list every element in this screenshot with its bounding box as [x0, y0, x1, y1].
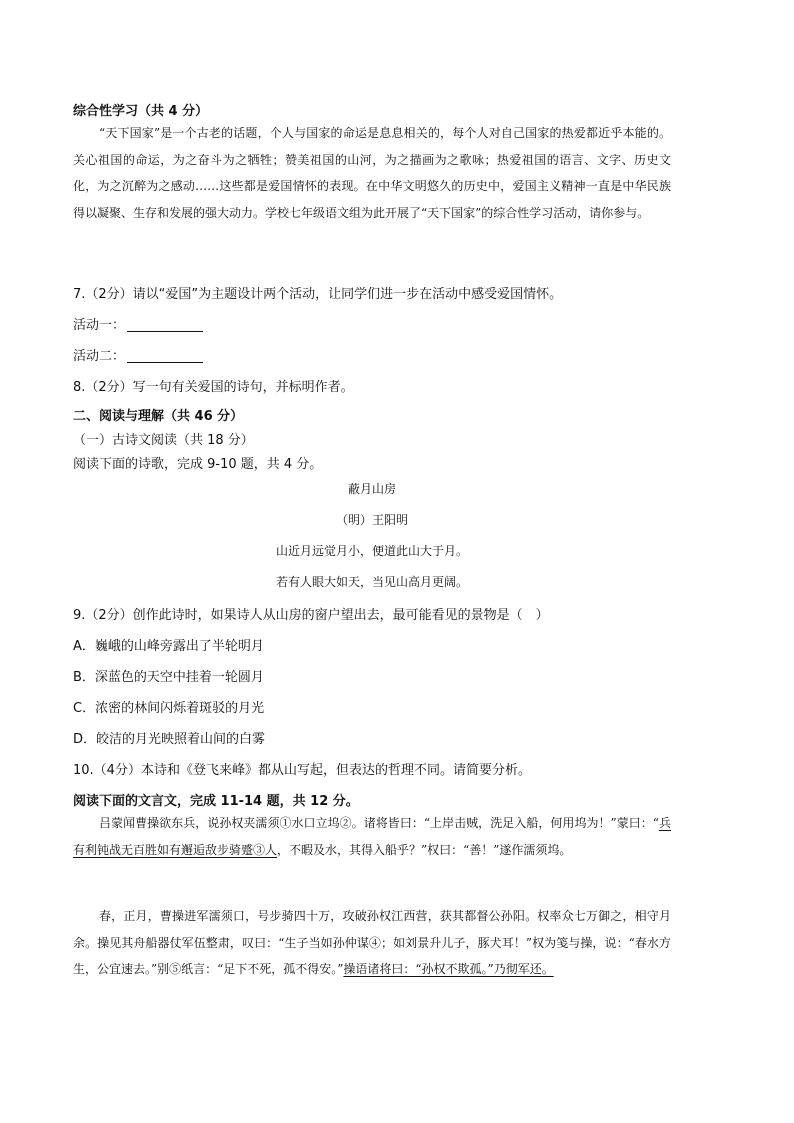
- poem-title: 蔽月山房: [347, 482, 396, 496]
- option-c[interactable]: C．浓密的林间闪烁着斑驳的月光: [73, 701, 265, 716]
- section2-subheading: （一）古诗文阅读（共 18 分）: [73, 433, 254, 448]
- poem-instruction: 阅读下面的诗歌，完成 9-10 题，共 4 分。: [73, 457, 323, 472]
- activity-1-blank[interactable]: [127, 317, 203, 332]
- activity-2-label: 活动二：: [73, 349, 126, 364]
- activity-1-row: [73, 314, 723, 333]
- section1-heading: 综合性学习（共 4 分）: [73, 104, 209, 119]
- classical-p2-text: 春，正月，曹操进军濡须口，号步骑四十万，攻破孙权江西营，获其都督公孙阳。权率众七万御之，相守月余。操见其舟船器仗军伍整肃，叹曰：“生子当如孙仲谋④；如刘景升儿子，豚犬耳！”权为笺与操，说：“春水方生，公宜速去。”别⑤纸言：“足下不死，孤不得安。”: [73, 909, 671, 976]
- poem-line-2: 若有人眼大如天，当见山高月更阔。: [275, 575, 468, 589]
- classical-p1-underlined: 兵有利钝战无百胜如有邂逅敌步骑蹙③人: [73, 816, 671, 857]
- activity-2-row: [73, 345, 723, 364]
- question-10: 10.（4分）本诗和《登飞来峰》都从山写起，但表达的哲理不同。请简要分析。: [73, 763, 531, 778]
- classical-p1-text-a: 吕蒙闻曹操欲东兵，说孙权夹濡须①水口立坞②。诸将皆曰：“上岸击贼，洗足入船，何用坞为！”蒙曰：“: [99, 816, 659, 830]
- classical-paragraph-2: [73, 903, 671, 983]
- question-7: 7.（2分）请以“爱国”为主题设计两个活动，让同学们进一步在活动中感受爱国情怀。: [73, 287, 563, 302]
- classical-heading: 阅读下面的文言文，完成 11-14 题，共 12 分。: [73, 794, 359, 809]
- classical-paragraph-1: [73, 810, 671, 863]
- question-9: 9.（2分）创作此诗时，如果诗人从山房的窗户望出去，最可能看见的景物是（ ）: [73, 608, 549, 623]
- classical-p1-text-b: ，不暇及水，其得入船乎？”权曰：“善！”遂作濡须坞。: [277, 842, 572, 857]
- option-a[interactable]: A．巍峨的山峰旁露出了半轮明月: [73, 639, 264, 654]
- activity-2-blank[interactable]: [127, 348, 203, 363]
- poem-line-1: 山近月远觉月小，便道此山大于月。: [275, 544, 468, 558]
- option-d[interactable]: D．皎洁的月光映照着山间的白雾: [73, 732, 266, 747]
- poem-author: （明）王阳明: [335, 513, 408, 527]
- question-8: 8.（2分）写一句有关爱国的诗句，并标明作者。: [73, 380, 354, 395]
- option-b[interactable]: B．深蓝色的天空中挂着一轮圆月: [73, 670, 264, 685]
- section1-passage: “天下国家”是一个古老的话题，个人与国家的命运是息息相关的，每个人对自己国家的热爱都近乎本能的。关心祖国的命运，为之奋斗为之牺牲；赞美祖国的山河，为之描画为之歌咏；热爱祖国的语言、文字、历史文化，为之沉醉为之感动……这些都是爱国情怀的表现。在中华文明悠久的历史中，爱国主义精神一直是中华民族得以凝聚、生存和发展的强大动力。学校七年级语文组为此开展了“天下国家”的综合性学习活动，请你参与。: [73, 126, 671, 220]
- classical-p2-underlined: 操语诸将曰：“孙权不欺孤。”乃彻军还。: [343, 962, 554, 976]
- section2-heading: 二、阅读与理解（共 46 分）: [73, 409, 244, 424]
- activity-1-label: 活动一：: [73, 318, 126, 333]
